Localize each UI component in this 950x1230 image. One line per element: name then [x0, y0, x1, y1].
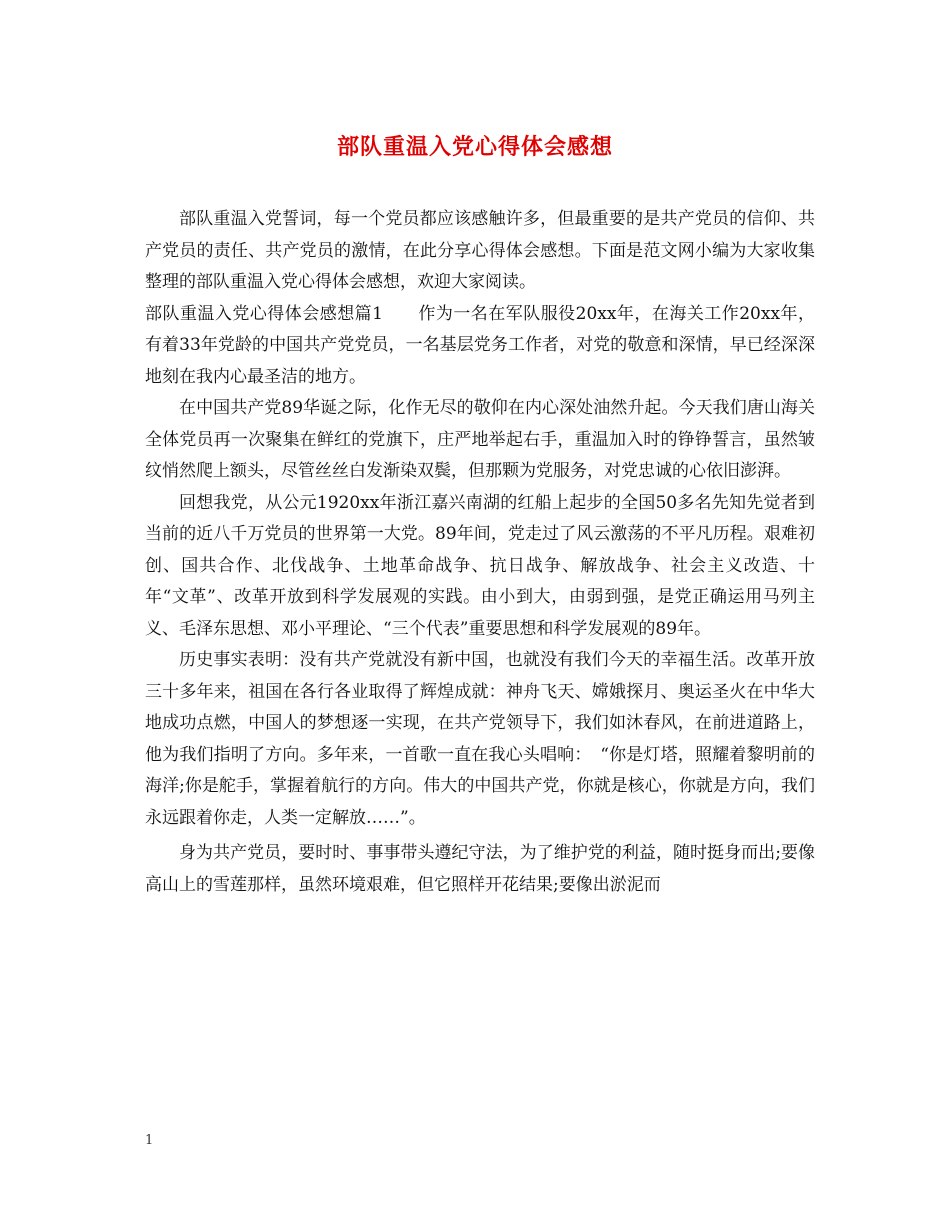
paragraph-facts: 历史事实表明：没有共产党就没有新中国，也就没有我们今天的幸福生活。改革开放三十多年来，祖国在各行各业取得了辉煌成就：神舟飞天、嫦娥探月、奥运圣火在中华大地成功点燃，中国人的梦想逐一实现，在共产党领导下，我们如沐春风，在前进道路上，他为我们指明了方向。多年来，一首歌一直在我心头唱响： “你是灯塔，照耀着黎明前的海洋;你是舵手，掌握着航行的方向。伟大的中国共产党，你就是核心，你就是方向，我们永远跟着你走，人类一定解放……”。: [145, 650, 815, 828]
paragraph-anniversary: 在中国共产党89华诞之际，化作无尽的敬仰在内心深处油然升起。今天我们唐山海关全体党员再一次聚集在鲜红的党旗下，庄严地举起右手，重温加入时的铮铮誓言，虽然皱纹悄然爬上额头，尽管丝丝白发渐染双鬓，但那颗为党服务，对党忠诚的心依旧澎湃。: [145, 398, 815, 481]
document-body: [145, 204, 815, 901]
paragraph-duty: 身为共产党员，要时时、事事带头遵纪守法，为了维护党的利益，随时挺身而出;要像高山上的雪莲那样，虽然环境艰难，但它照样开花结果;要像出淤泥而: [145, 843, 815, 895]
page-number: 1: [145, 1133, 154, 1148]
paragraph-section-1: 部队重温入党心得体会感想篇1 作为一名在军队服役20xx年，在海关工作20xx年，有着33年党龄的中国共产党党员，一名基层党务工作者，对党的敬意和深情，早已经深深地刻在我内心最圣洁的地方。: [145, 303, 815, 387]
paragraph-intro: 部队重温入党誓词，每一个党员都应该感触许多，但最重要的是共产党员的信仰、共产党员的责任、共产党员的激情，在此分享心得体会感想。下面是范文网小编为大家收集整理的部队重温入党心得体会感想，欢迎大家阅读。: [145, 209, 815, 292]
paragraph-history: 回想我党，从公元1920xx年浙江嘉兴南湖的红船上起步的全国50多名先知先觉者到当前的近八千万党员的世界第一大党。89年间，党走过了风云激荡的不平凡历程。艰难初创、国共合作、北伐战争、土地革命战争、抗日战争、解放战争、社会主义改造、十年“文革”、改革开放到科学发展观的实践。由小到大，由弱到强，是党正确运用马列主义、毛泽东思想、邓小平理论、“三个代表”重要思想和科学发展观的89年。: [145, 492, 815, 639]
document-title: 部队重温入党心得体会感想: [336, 134, 613, 160]
